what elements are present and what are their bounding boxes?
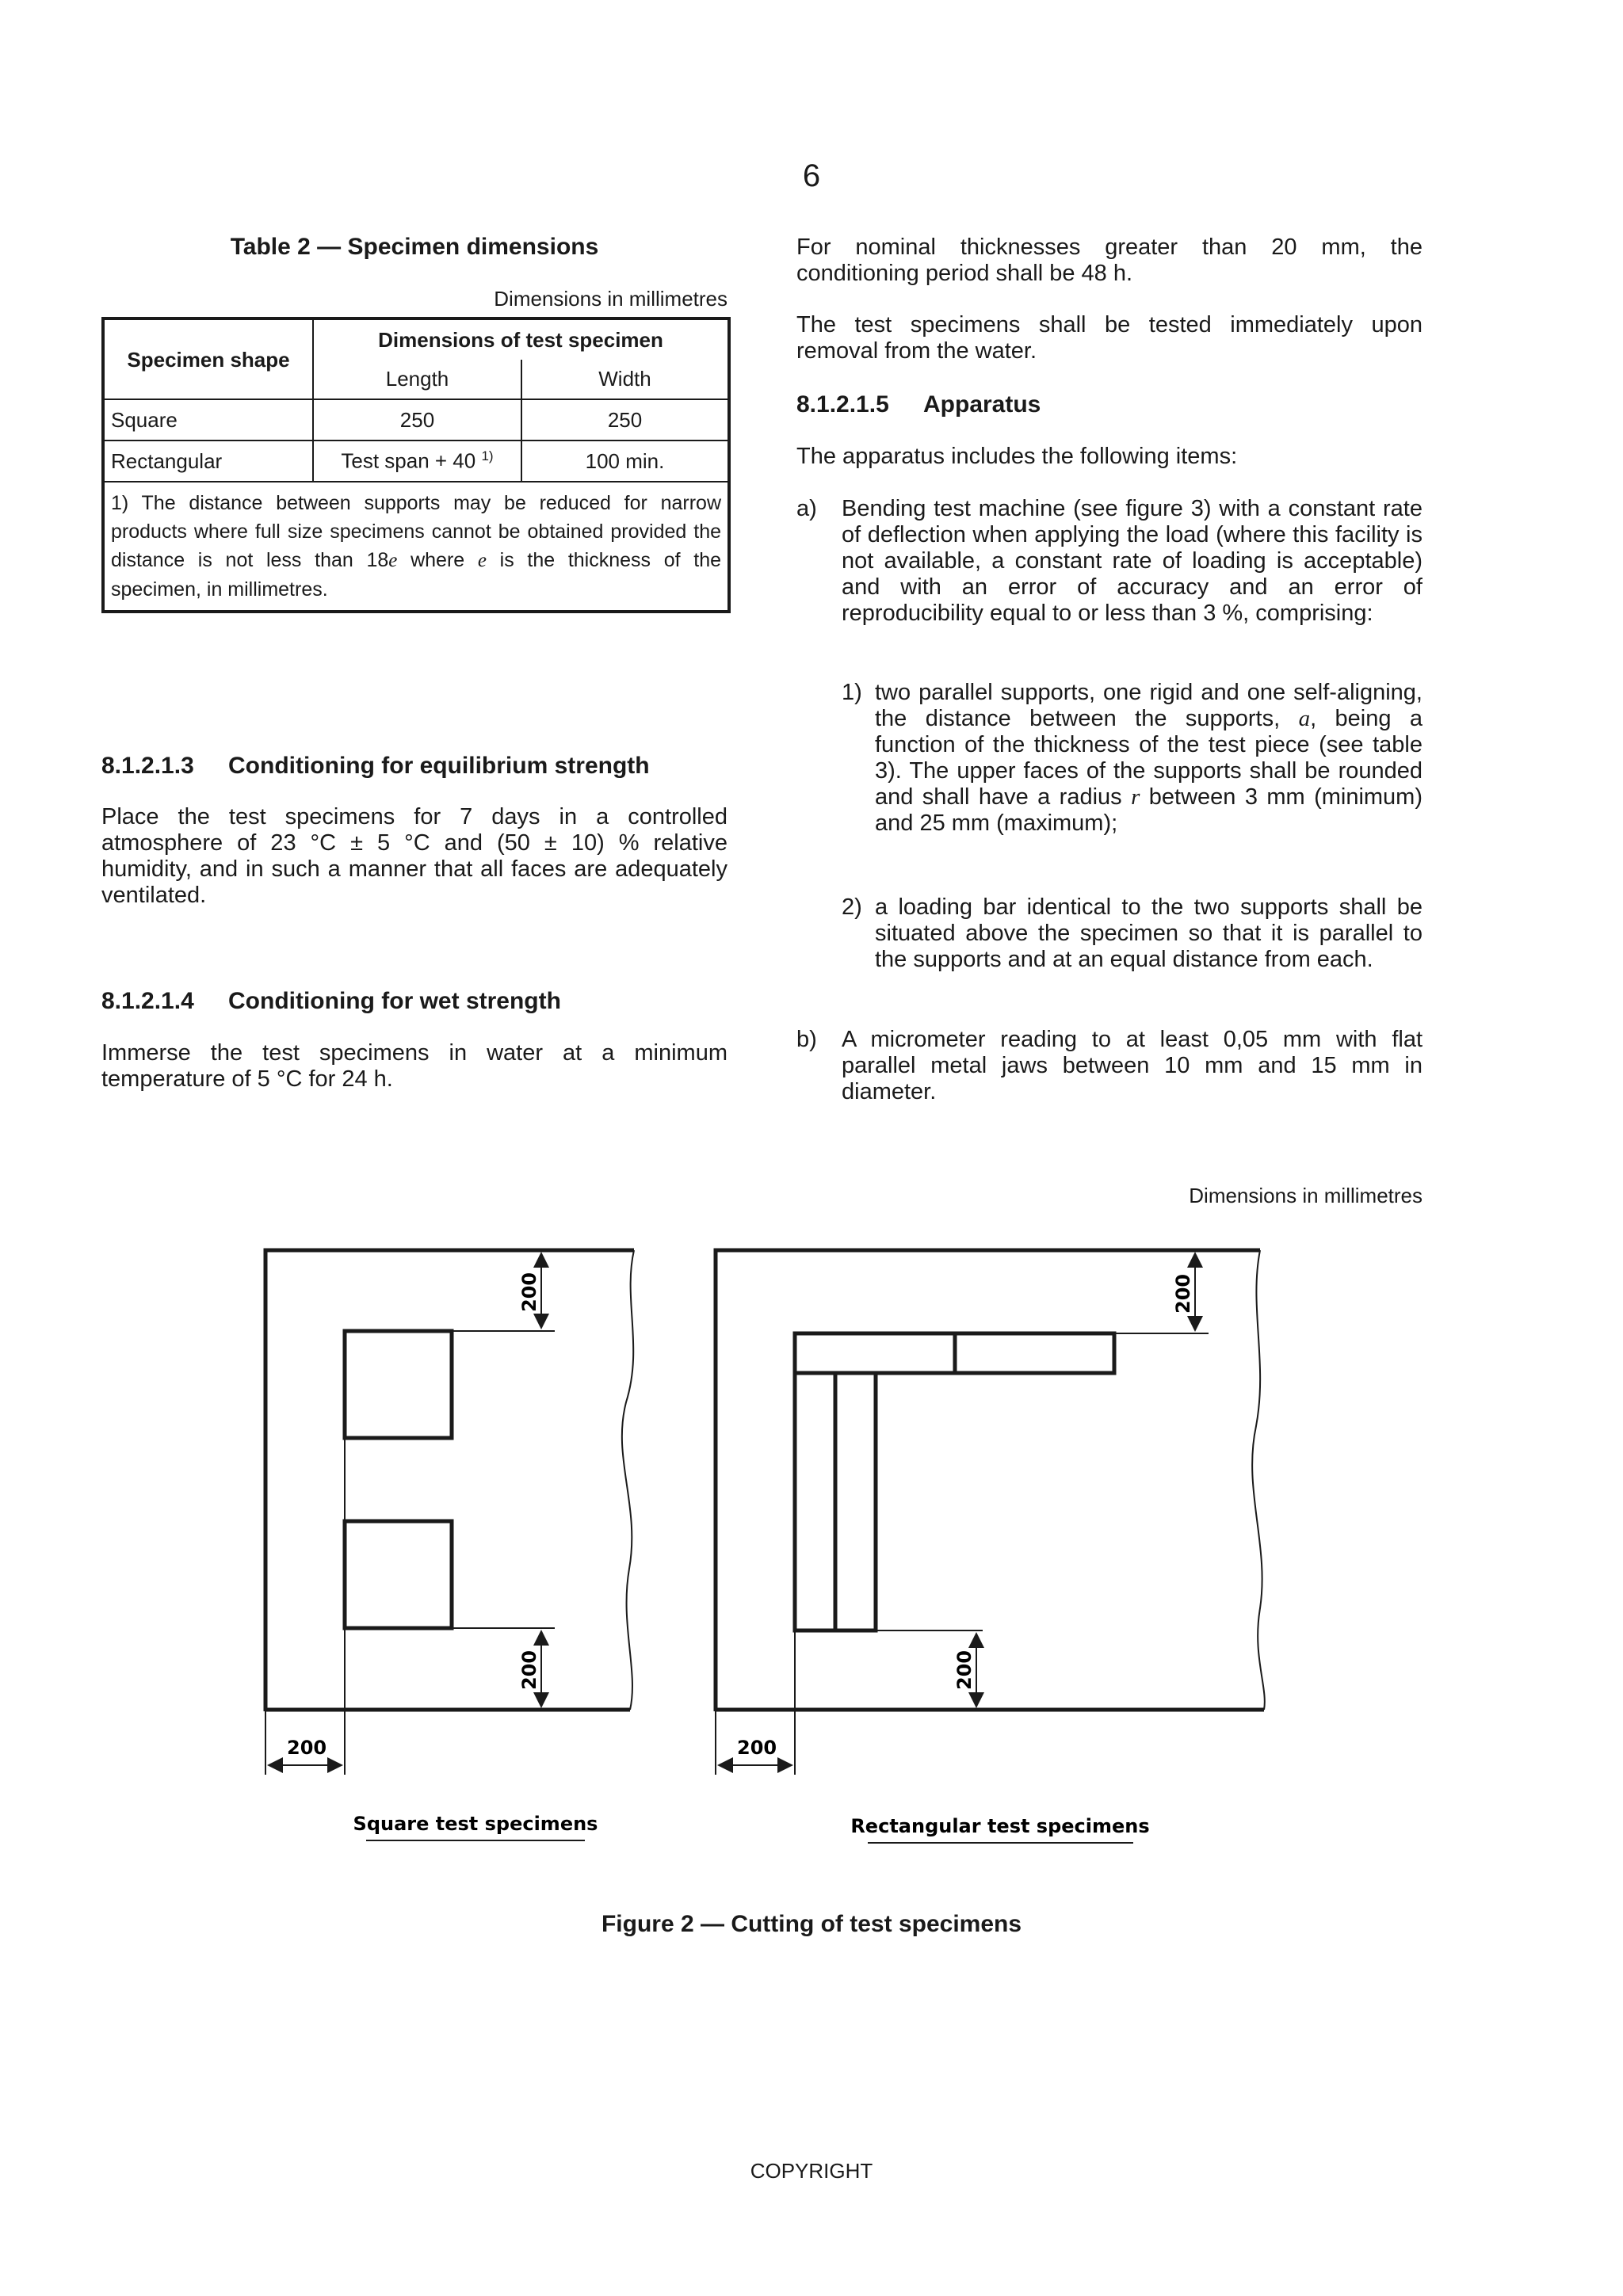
square-specimens-sketch	[265, 1250, 634, 1775]
head-dimensions: Dimensions of test specimen	[313, 318, 729, 360]
head-length: Length	[313, 360, 521, 399]
head-specimen-shape: Specimen shape	[103, 318, 313, 399]
dim-label-rect-top: 200	[1172, 1273, 1194, 1314]
list-text: a loading bar identical to the two supports shall be situated above the specimen so that it is parallel to the supports and at an equal distance from each.	[875, 894, 1423, 972]
head-width: Width	[521, 360, 729, 399]
label-rect-specimens: Rectangular test specimens	[850, 1815, 1150, 1837]
section-title: Apparatus	[923, 391, 1041, 418]
dim-label-square-top: 200	[518, 1272, 540, 1312]
footnote-text: where	[397, 549, 478, 571]
section-number: 8.1.2.1.3	[101, 753, 194, 779]
figure-dimension-note: Dimensions in millimetres	[1189, 1184, 1423, 1207]
footnote-var: e	[388, 550, 398, 571]
paragraph-wet-strength: Immerse the test specimens in water at a minimum temperature of 5 °C for 24 h.	[101, 1040, 727, 1092]
figure-caption: Figure 2 — Cutting of test specimens	[601, 1911, 1022, 1937]
dim-label-rect-bottom: 200	[953, 1650, 976, 1690]
text-run: two parallel supports, one rigid and one self-aligning, the distance between the supports,	[875, 680, 1423, 731]
paragraph-equilibrium: Place the test specimens for 7 days in a controlled atmosphere of 23 °C ± 5 °C and (50 ± 10) % relative humidity, and in such a manner that all faces are adequately ventilated.	[101, 804, 727, 908]
cell-length: 250	[313, 399, 521, 441]
section-number: 8.1.2.1.5	[796, 391, 889, 418]
list-label: 1)	[842, 680, 862, 705]
footer-copyright: COPYRIGHT	[750, 2159, 873, 2183]
text-run: , being a function of the thickness of the test piece (see table 3). The upper faces of the supports shall be rounded and shall have a radius	[875, 706, 1423, 810]
paragraph-apparatus-intro: The apparatus includes the following items:	[796, 444, 1238, 469]
cell-length: Test span + 40	[341, 448, 476, 473]
section-number: 8.1.2.1.4	[101, 988, 194, 1014]
variable-r: r	[1131, 784, 1140, 810]
table-caption: Table 2 — Specimen dimensions	[230, 234, 599, 260]
footnote-var: e	[477, 550, 487, 571]
list-label: 2)	[842, 894, 862, 920]
dim-label-square-bottom: 200	[518, 1650, 540, 1690]
square-specimen-top	[345, 1331, 452, 1438]
footnote-ref: 1)	[481, 448, 494, 464]
list-text: Bending test machine (see figure 3) with a constant rate of deflection when applying the load (where this facility is not available, a constant rate of loading is acceptable) and with an error of accuracy and an error of reproducibility equal to or less than 3 %, comprising:	[842, 496, 1423, 626]
list-label: b)	[796, 1027, 817, 1052]
footnote-text: 1) The distance between supports may be reduced for narrow products where full size specimens cannot be obtained provided the distance is not less than 18	[111, 492, 722, 571]
footnote-text: is the thickness of the specimen, in millimetres.	[111, 549, 722, 601]
table-dimension-note: Dimensions in millimetres	[494, 287, 727, 311]
variable-a: a	[1298, 706, 1311, 731]
list-label: a)	[796, 496, 817, 521]
text-run: between 3 mm (minimum) and 25 mm (maximum);	[875, 784, 1423, 836]
cell-shape: Square	[103, 399, 313, 441]
cell-width: 100 min.	[521, 441, 729, 482]
section-title: Conditioning for wet strength	[228, 988, 561, 1014]
cell-shape: Rectangular	[103, 441, 313, 482]
page-number: 6	[802, 158, 821, 193]
paragraph-conditioning-period: For nominal thicknesses greater than 20 mm, the conditioning period shall be 48 h.	[796, 235, 1423, 286]
list-text: A micrometer reading to at least 0,05 mm with flat parallel metal jaws between 10 mm and 15 mm in diameter.	[842, 1027, 1423, 1104]
label-square-specimens: Square test specimens	[353, 1813, 598, 1835]
dim-label-square-left: 200	[287, 1737, 327, 1759]
section-title: Conditioning for equilibrium strength	[228, 753, 650, 779]
paragraph-test-immediately: The test specimens shall be tested immediately upon removal from the water.	[796, 312, 1423, 364]
dim-label-rect-left: 200	[737, 1737, 777, 1759]
cell-width: 250	[521, 399, 729, 441]
rectangular-specimens-sketch	[716, 1250, 1265, 1775]
square-specimen-bottom	[345, 1521, 452, 1628]
